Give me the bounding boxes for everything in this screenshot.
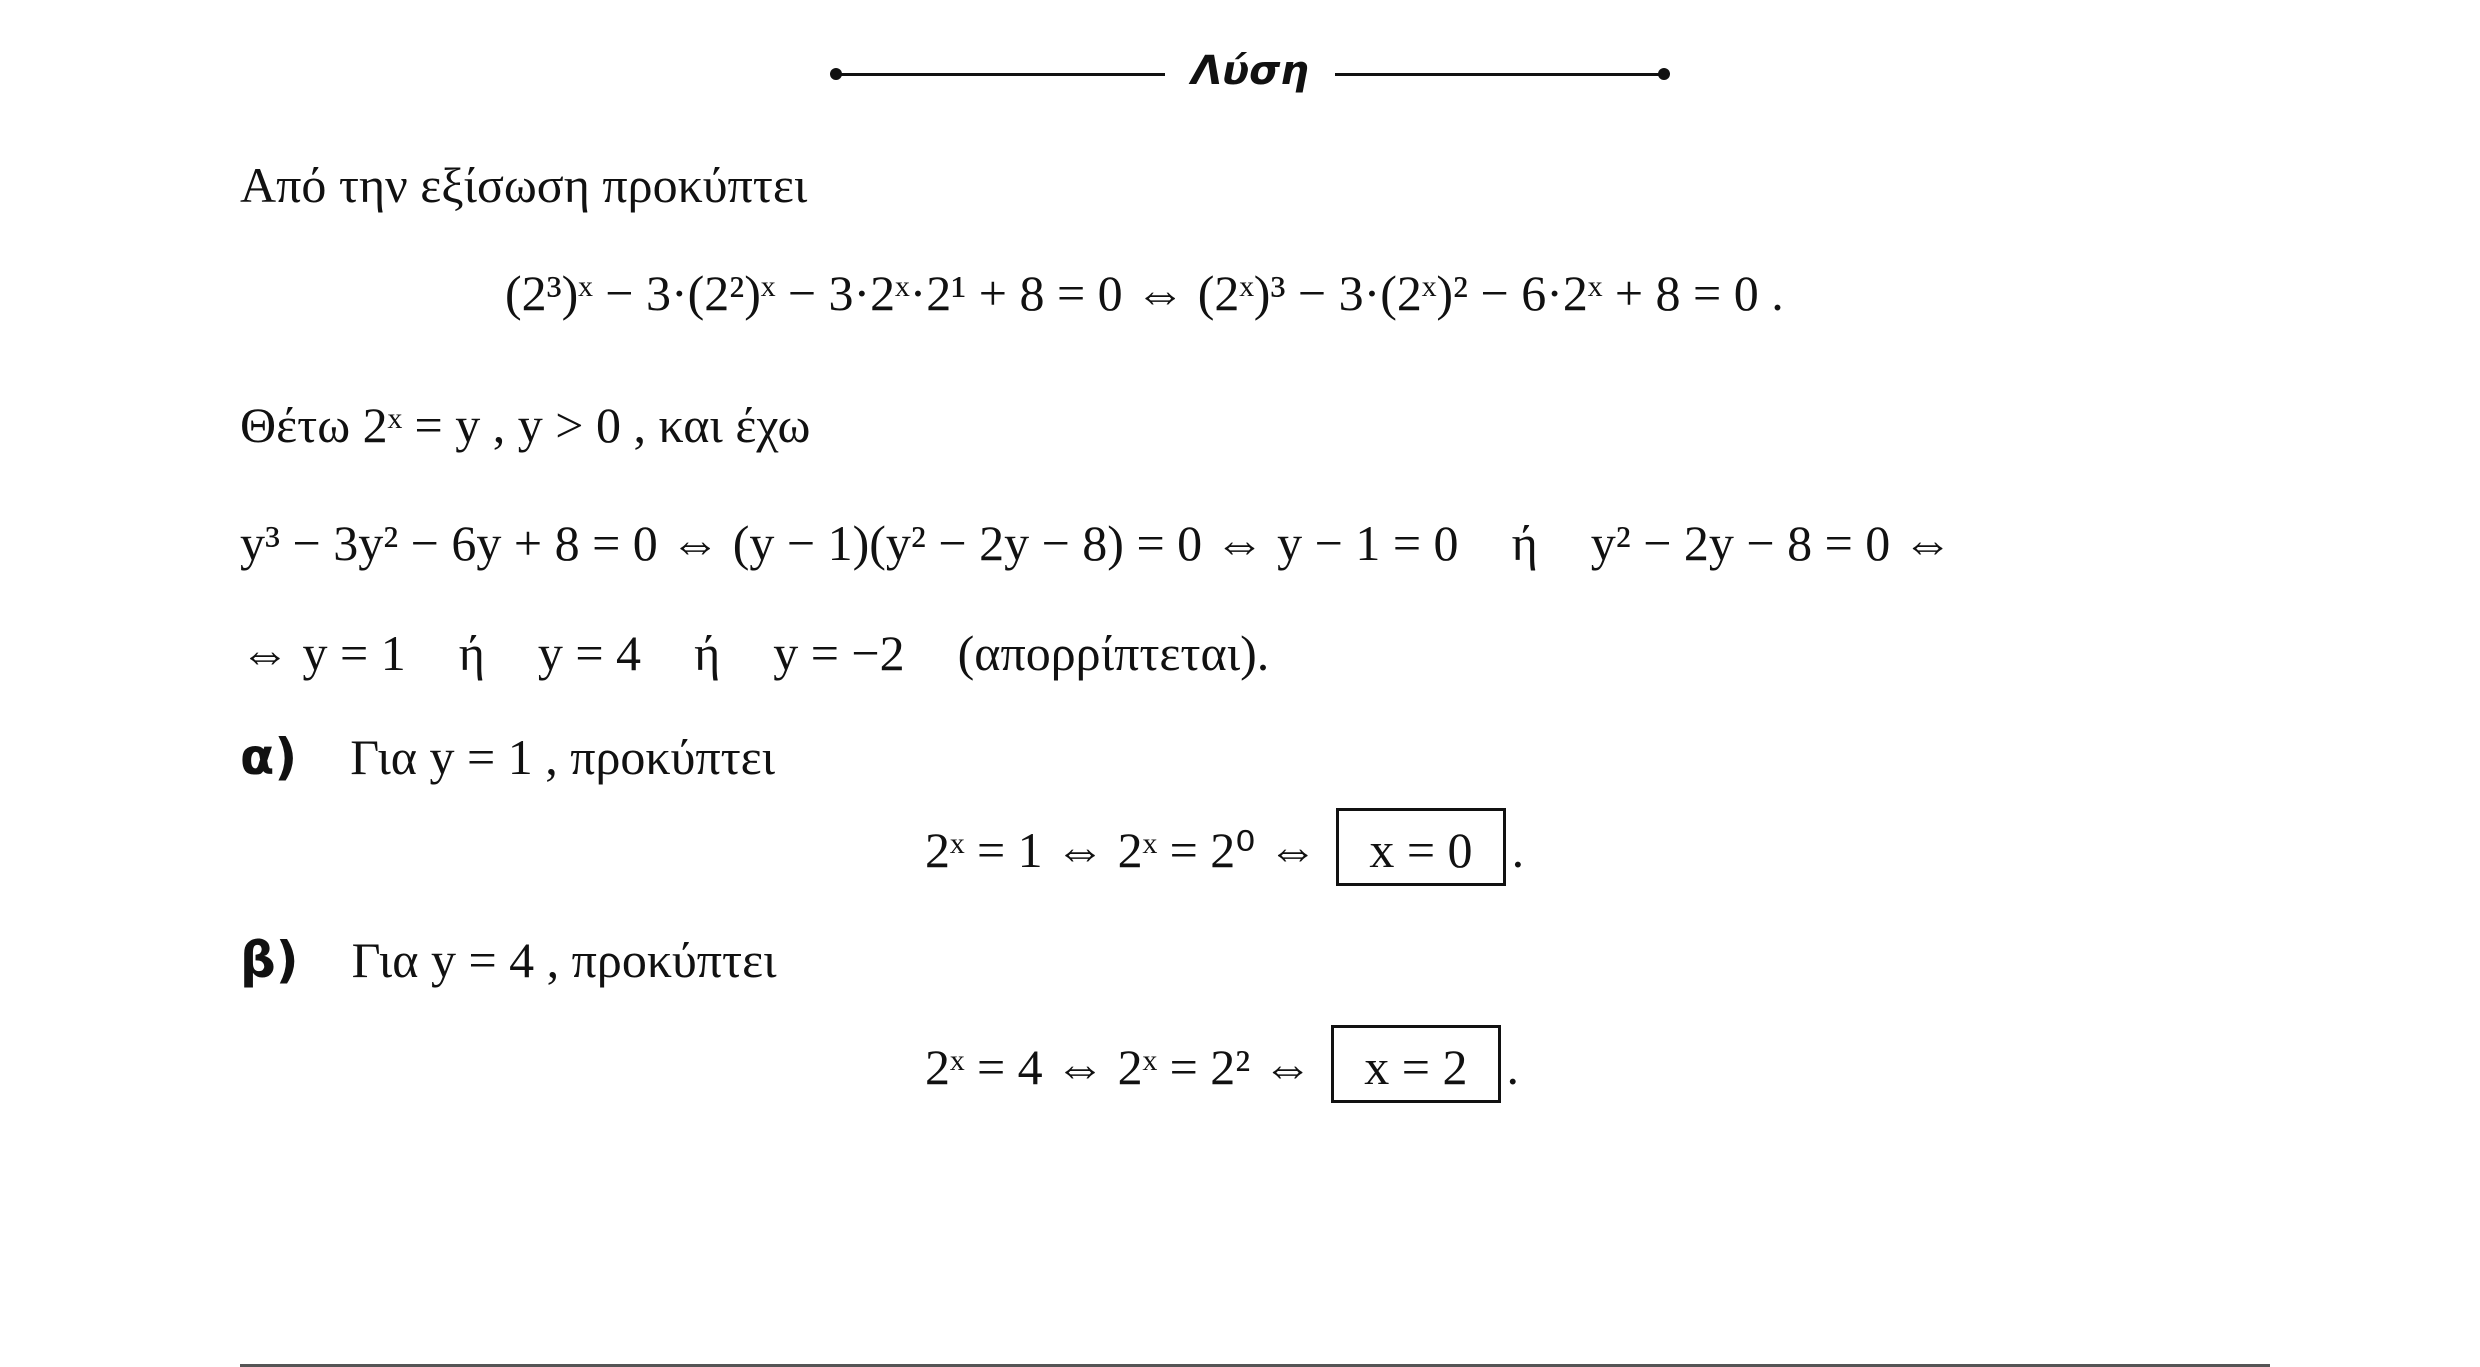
case-b-text: Για y = 4 , προκύπτει: [351, 932, 777, 988]
case-a-equation: [925, 808, 1524, 886]
header-rule-right: [1335, 73, 1665, 76]
equation-3-c: y = −2: [773, 625, 905, 681]
equation-3-or-1: ή: [458, 625, 485, 681]
case-a-equation-text: 2ˣ = 1 ⇔ 2ˣ = 2⁰ ⇔: [925, 822, 1318, 878]
solution-title: Λύση: [1191, 48, 1309, 94]
case-a-heading: [240, 728, 776, 786]
equation-3-or-2: ή: [694, 625, 721, 681]
case-b-label: β): [240, 931, 299, 989]
equation-3-b: y = 4: [537, 625, 642, 681]
header-dot-right: [1658, 68, 1670, 80]
case-b-equation: [925, 1025, 1519, 1103]
equation-1-rhs: (2ˣ)³ − 3·(2ˣ)² − 6·2ˣ + 8 = 0 .: [1197, 265, 1784, 321]
case-b-result: x = 2: [1364, 1039, 1468, 1095]
case-b-equation-text: 2ˣ = 4 ⇔ 2ˣ = 2² ⇔: [925, 1039, 1313, 1095]
equation-3: [240, 625, 1270, 681]
case-a-result: x = 0: [1369, 822, 1473, 878]
equation-3-note: (απορρίπτεται).: [957, 625, 1270, 681]
case-a-text: Για y = 1 , προκύπτει: [350, 729, 776, 785]
equation-2: [240, 515, 1953, 571]
equation-3-a: ⇔ y = 1: [240, 625, 406, 681]
equation-2-or: ή: [1511, 515, 1538, 571]
case-a-result-box: [1336, 808, 1505, 886]
case-a-period: .: [1511, 822, 1525, 878]
equation-1-lhs: (2³)ˣ − 3·(2²)ˣ − 3·2ˣ·2¹ + 8 = 0: [505, 265, 1123, 321]
equation-1: (2³)ˣ − 3·(2²)ˣ − 3·2ˣ·2¹ + 8 = 0 ⇔ (2ˣ)³ − 3·(2ˣ)² − 6·2ˣ + 8 = 0 .: [505, 265, 1784, 321]
case-b-result-box: [1331, 1025, 1500, 1103]
solution-header: [835, 48, 1665, 98]
intro-text: Από την εξίσωση προκύπτει: [240, 157, 808, 213]
case-b-heading: [240, 931, 777, 989]
case-a-label: α): [240, 728, 298, 786]
substitution-text: Θέτω 2ˣ = y , y > 0 , και έχω: [240, 397, 811, 453]
equation-2-part2: y² − 2y − 8 = 0 ⇔: [1590, 515, 1953, 571]
equation-2-part1: y³ − 3y² − 6y + 8 = 0 ⇔ (y − 1)(y² − 2y − 8) = 0 ⇔ y − 1 = 0: [240, 515, 1459, 571]
case-b-period: .: [1506, 1039, 1519, 1095]
